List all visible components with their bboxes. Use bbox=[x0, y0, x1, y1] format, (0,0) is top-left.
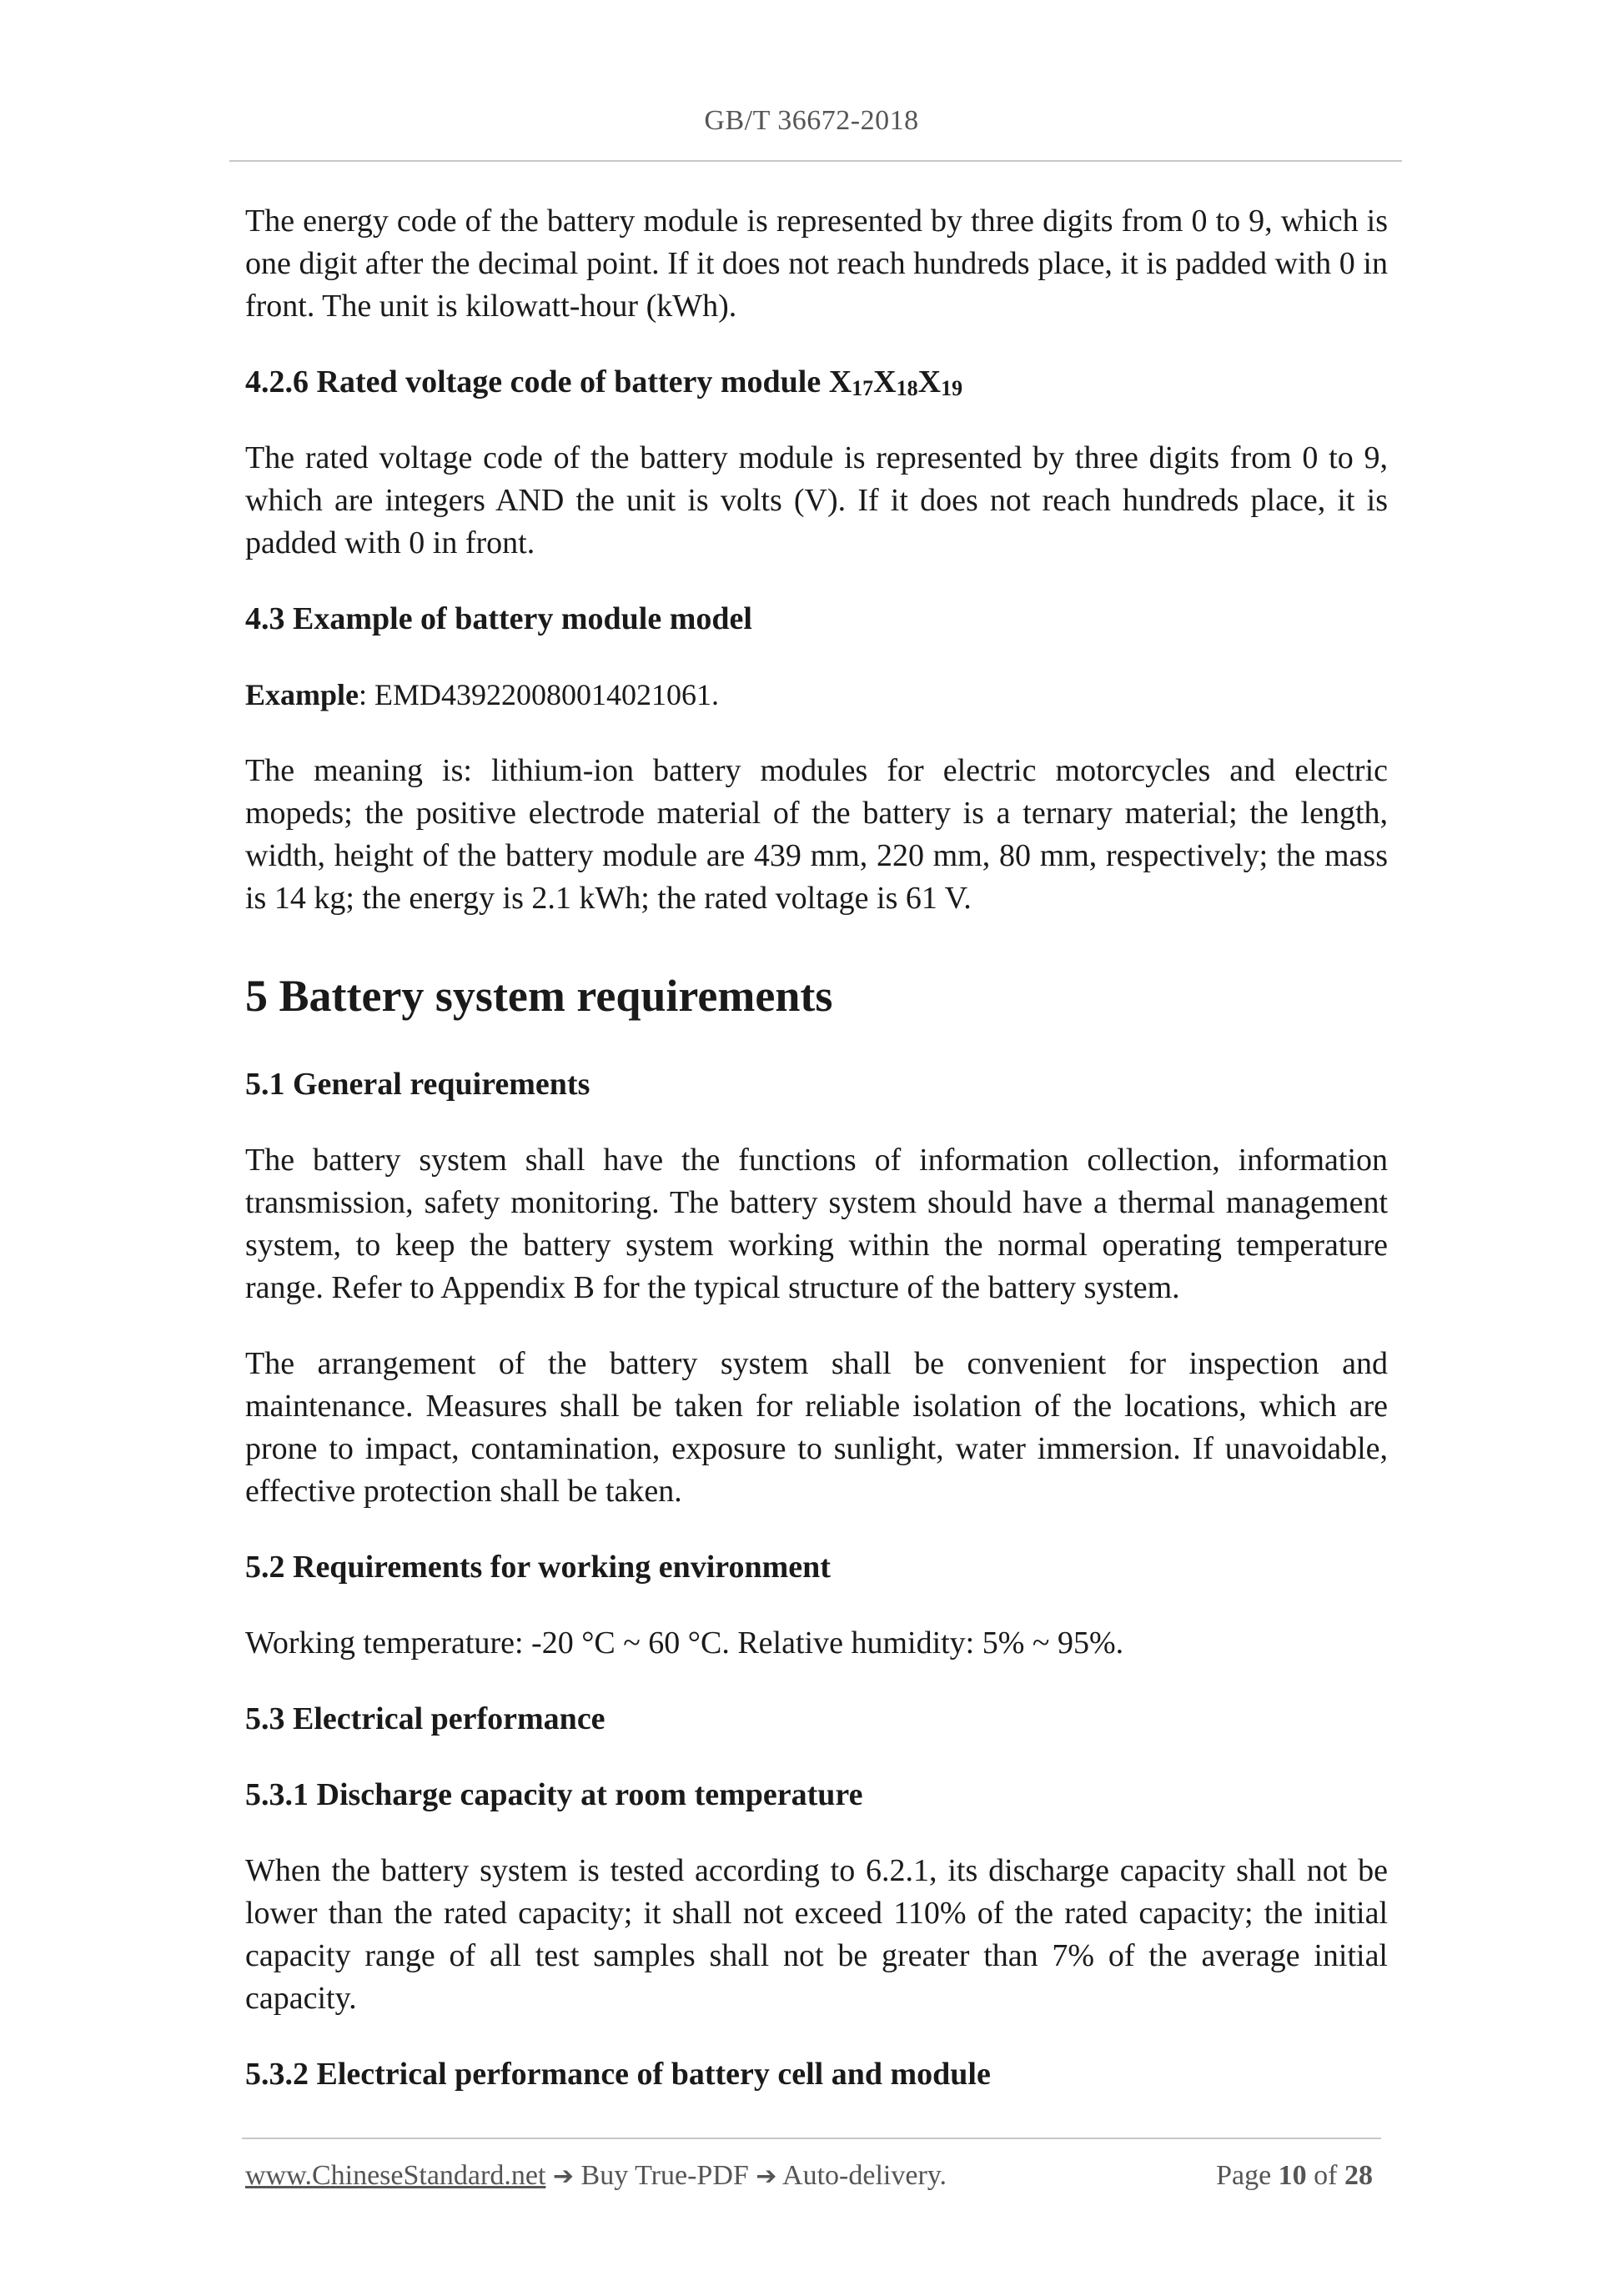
paragraph-arrangement: The arrangement of the battery system shall be convenient for inspection and maintenance. Measures shall be taken for reliable isolation of the locations, which are prone to impact, contamination, exposure to sunlight, water immersion. If unavoidable, effective protection shall be taken. bbox=[245, 1346, 1388, 1509]
footer-promo bbox=[245, 2160, 947, 2192]
heading-4-2-6-x19: X bbox=[917, 364, 942, 399]
page-content bbox=[245, 200, 1388, 2129]
subscript-19: 19 bbox=[941, 376, 963, 400]
example-label: Example bbox=[245, 678, 359, 711]
heading-4-2-6-x18: X bbox=[873, 364, 897, 399]
of-label: of bbox=[1314, 2160, 1338, 2191]
page-total: 28 bbox=[1344, 2160, 1373, 2191]
page-number-indicator bbox=[1216, 2160, 1373, 2192]
buy-text: Buy True-PDF bbox=[580, 2160, 749, 2191]
paragraph-rated-voltage-code: The rated voltage code of the battery module is represented by three digits from 0 to 9, which are integers AND the unit is volts (V). If it does not reach hundreds place, it is padded with 0 in front. bbox=[245, 440, 1388, 560]
running-header: GB/T 36672-2018 bbox=[704, 105, 919, 136]
heading-4-2-6-text: 4.2.6 Rated voltage code of battery module X bbox=[245, 364, 852, 399]
subscript-17: 17 bbox=[852, 376, 874, 400]
header-divider bbox=[229, 160, 1402, 162]
arrow-right-icon: ➔ bbox=[756, 2162, 777, 2191]
heading-4-2-6 bbox=[245, 361, 1388, 404]
paragraph-example-meaning: The meaning is: lithium-ion battery modules for electric motorcycles and electric mopeds; the positive electrode material of the battery is a ternary material; the length, width, height of the battery module are 439 mm, 220 mm, 80 mm, respectively; the mass is 14 kg; the energy is 2.1 kWh; the rated voltage is 61 V. bbox=[245, 753, 1388, 916]
heading-5-3: 5.3 Electrical performance bbox=[245, 1701, 605, 1736]
heading-5-3-2: 5.3.2 Electrical performance of battery cell and module bbox=[245, 2057, 991, 2092]
page-number: 10 bbox=[1278, 2160, 1307, 2191]
page-footer bbox=[245, 2160, 1373, 2192]
paragraph-discharge-capacity: When the battery system is tested according to 6.2.1, its discharge capacity shall not be lower than the rated capacity; it shall not exceed 110% of the rated capacity; the initial capacity range of all test samples shall not be greater than 7% of the average initial capacity. bbox=[245, 1853, 1388, 2016]
heading-5-2: 5.2 Requirements for working environment bbox=[245, 1550, 831, 1585]
page-label: Page bbox=[1216, 2160, 1272, 2191]
footer-divider bbox=[242, 2138, 1381, 2139]
paragraph-working-environment: Working temperature: -20 °C ~ 60 °C. Relative humidity: 5% ~ 95%. bbox=[245, 1625, 1124, 1660]
heading-5-1: 5.1 General requirements bbox=[245, 1067, 590, 1102]
delivery-text: Auto-delivery. bbox=[782, 2160, 947, 2191]
website-link[interactable]: www.ChineseStandard.net bbox=[245, 2160, 546, 2191]
heading-4-3: 4.3 Example of battery module model bbox=[245, 601, 752, 636]
subscript-18: 18 bbox=[896, 376, 918, 400]
heading-5-3-1: 5.3.1 Discharge capacity at room temperature bbox=[245, 1777, 863, 1812]
arrow-right-icon: ➔ bbox=[552, 2162, 575, 2191]
example-line bbox=[245, 674, 1388, 716]
example-value: : EMD439220080014021061. bbox=[359, 678, 720, 711]
heading-5: 5 Battery system requirements bbox=[245, 971, 833, 1021]
paragraph-general-requirements: The battery system shall have the functions of information collection, information transmission, safety monitoring. The battery system should have a thermal management system, to keep the battery system working within the normal operating temperature range. Refer to Appendix B for the typical structure of the battery system. bbox=[245, 1143, 1388, 1305]
paragraph-energy-code: The energy code of the battery module is represented by three digits from 0 to 9, which is one digit after the decimal point. If it does not reach hundreds place, it is padded with 0 in front. The unit is kilowatt-hour (kWh). bbox=[245, 203, 1388, 324]
